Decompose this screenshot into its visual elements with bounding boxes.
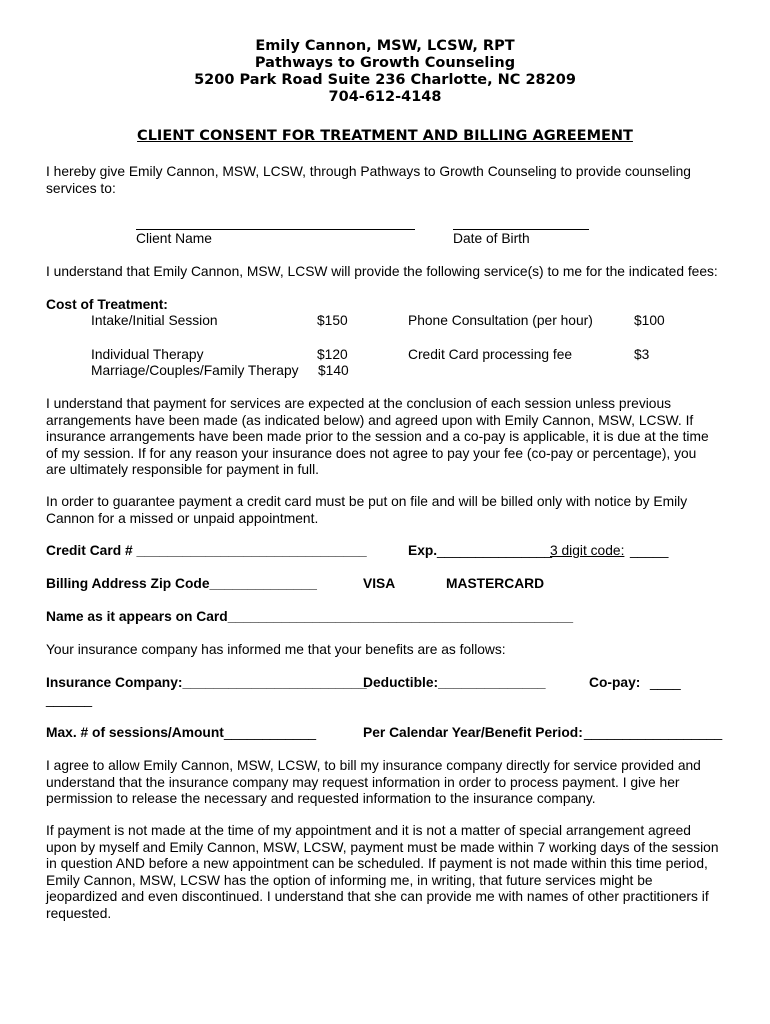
paragraph-line: Cannon for a missed or unpaid appointment.	[46, 510, 319, 526]
paragraph-line: requested.	[46, 905, 112, 921]
mastercard-option[interactable]: MASTERCARD	[446, 576, 545, 591]
paragraph-line: permission to release the necessary and requested information to the insurance company.	[46, 791, 596, 806]
expiration-label: Exp.	[408, 543, 438, 558]
paragraph-line: in question AND before a new appointment can be scheduled. If payment is not made within this time period,	[46, 856, 708, 871]
insurance-company-field[interactable]: Insurance Company:________________________	[46, 675, 367, 690]
insurance-authorization-paragraph	[46, 758, 736, 808]
intro-line: I hereby give Emily Cannon, MSW, LCSW, through Pathways to Growth Counseling to provide counseling	[46, 164, 691, 179]
paragraph-line: I agree to allow Emily Cannon, MSW, LCSW, to bill my insurance company directly for service provided and	[46, 758, 701, 773]
deductible-field[interactable]: Deductible:______________	[363, 675, 546, 690]
service-intake-price: $150	[317, 313, 348, 328]
security-code-label: 3 digit code:	[550, 543, 625, 558]
practice-header	[0, 38, 770, 106]
benefit-period-field[interactable]: __________________	[584, 725, 723, 740]
service-phone-label: Phone Consultation (per hour)	[408, 313, 593, 328]
paragraph-line: of my session. If for any reason your insurance does not agree to pay your fee (co-pay or percentage), you	[46, 445, 697, 461]
intro-paragraph	[46, 164, 736, 197]
service-individual-price: $120	[317, 347, 348, 362]
practice-name: Pathways to Growth Counseling	[254, 55, 516, 71]
credit-card-number-field[interactable]: Credit Card # ______________________________	[46, 543, 367, 558]
payment-terms-paragraph	[46, 396, 736, 479]
paragraph-line: insurance arrangements have been made prior to the session and a co-pay is applicable, it is due at the time	[46, 429, 709, 444]
service-intake-label: Intake/Initial Session	[91, 313, 218, 328]
service-cc-fee-label: Credit Card processing fee	[408, 347, 573, 362]
service-phone-price: $100	[634, 313, 665, 328]
paragraph-line: arrangements have been made (as indicated below) and agreed upon with Emily Cannon, MSW, LCSW. If	[46, 412, 694, 428]
practice-address: 5200 Park Road Suite 236 Charlotte, NC 28209	[194, 72, 576, 88]
paragraph-line: are ultimately responsible for payment in full.	[46, 462, 320, 477]
name-on-card-field[interactable]: Name as it appears on Card_____________________________________________	[46, 609, 574, 624]
service-family-label: Marriage/Couples/Family Therapy	[91, 363, 299, 378]
benefit-period-label: Per Calendar Year/Benefit Period:	[363, 725, 583, 740]
practice-phone: 704-612-4148	[328, 89, 442, 105]
nonpayment-policy-paragraph	[46, 823, 736, 922]
cost-heading: Cost of Treatment:	[46, 297, 168, 312]
paragraph-line: I understand that payment for services are expected at the conclusion of each session unless previous	[46, 396, 672, 411]
visa-option[interactable]: VISA	[363, 576, 396, 591]
service-individual-label: Individual Therapy	[91, 347, 204, 362]
paragraph-line: If payment is not made at the time of my appointment and it is not a matter of special arrangement agreed	[46, 823, 691, 838]
services-intro: I understand that Emily Cannon, MSW, LCSW will provide the following service(s) to me for the indicated fees:	[46, 264, 718, 279]
service-family-price: $140	[318, 363, 349, 378]
billing-zip-field[interactable]: Billing Address Zip Code______________	[46, 576, 317, 591]
practitioner-name: Emily Cannon, MSW, LCSW, RPT	[255, 38, 515, 54]
max-sessions-field[interactable]: ____________	[224, 725, 317, 740]
guarantee-paragraph	[46, 494, 736, 527]
copay-field[interactable]: ____	[650, 675, 681, 690]
copay-label: Co-pay:	[589, 675, 641, 690]
copay-field-continued[interactable]: ______	[46, 692, 93, 707]
client-name-label: Client Name	[136, 231, 212, 246]
expiration-field[interactable]: _______________	[437, 543, 553, 558]
service-cc-fee-price: $3	[634, 347, 650, 362]
security-code-field[interactable]: _____	[630, 543, 669, 558]
intro-line: services to:	[46, 180, 116, 196]
date-of-birth-field[interactable]	[453, 229, 589, 230]
max-sessions-label: Max. # of sessions/Amount	[46, 725, 224, 740]
paragraph-line: jeopardized and even discontinued. I understand that she can provide me with names of other practitioners if	[46, 889, 709, 904]
paragraph-line: In order to guarantee payment a credit card must be put on file and will be billed only with notice by Emily	[46, 494, 688, 509]
paragraph-line: understand that the insurance company may request information in order to process payment. I give her	[46, 774, 680, 790]
date-of-birth-label: Date of Birth	[453, 231, 530, 246]
document-title: CLIENT CONSENT FOR TREATMENT AND BILLING AGREEMENT	[137, 128, 633, 144]
paragraph-line: Emily Cannon, MSW, LCSW has the option of informing me, in writing, that future services might be	[46, 872, 653, 888]
paragraph-line: upon by myself and Emily Cannon, MSW, LCSW, payment must be made within 7 working days of the session	[46, 839, 719, 855]
client-name-field[interactable]	[136, 229, 415, 230]
insurance-intro: Your insurance company has informed me that your benefits are as follows:	[46, 642, 506, 657]
